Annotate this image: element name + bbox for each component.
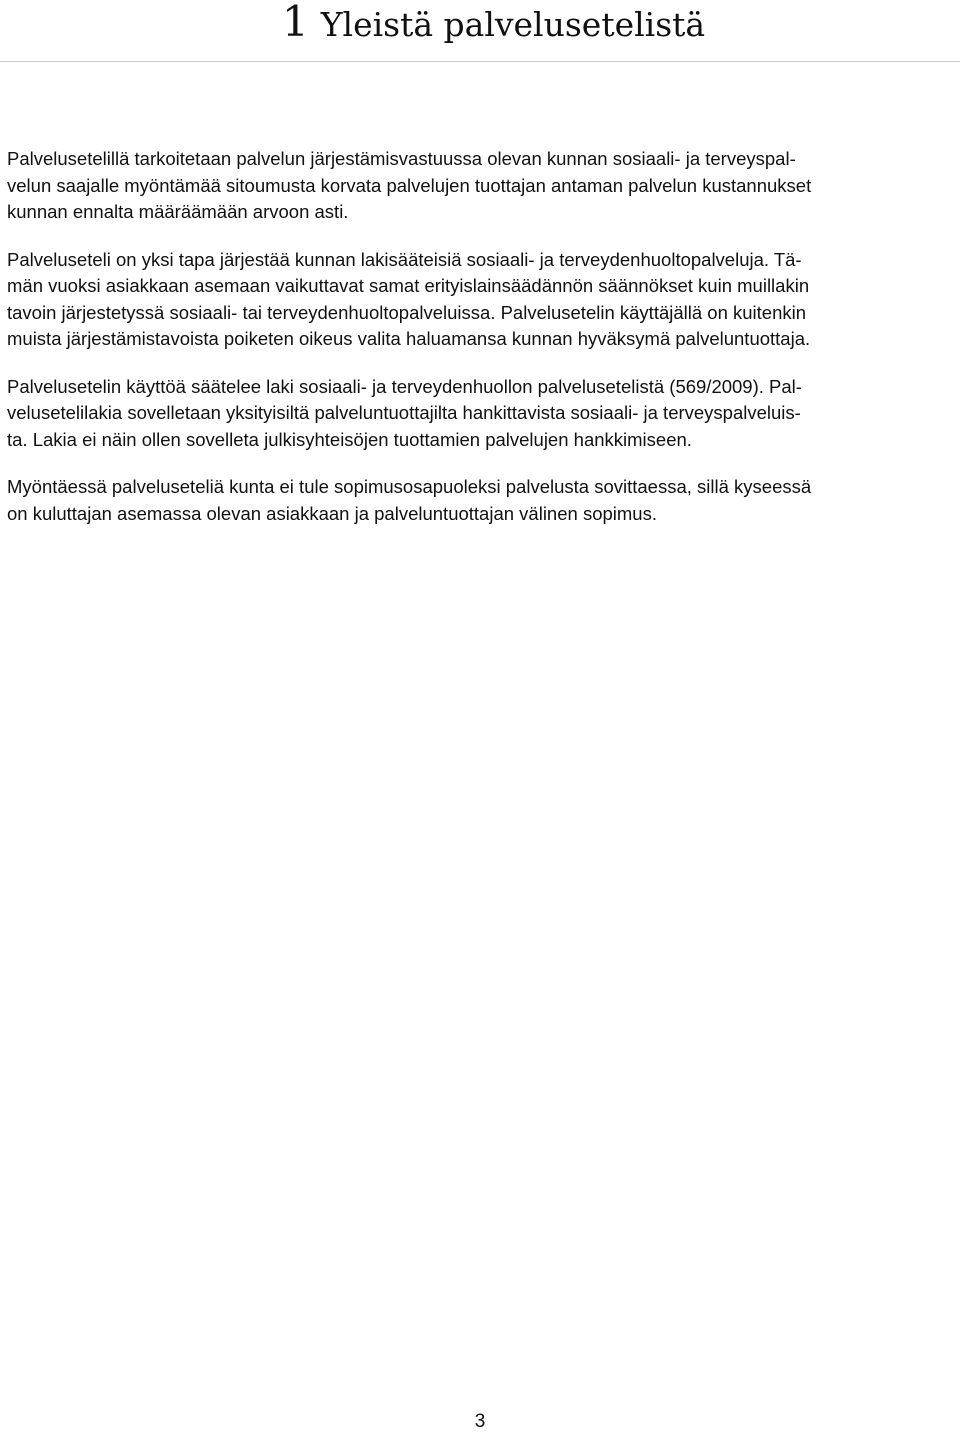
text-line: Myöntäessä palveluseteliä kunta ei tule sopimusosapuoleksi palvelusta sovittaessa, sillä kyseessä xyxy=(7,476,812,497)
text-line: kunnan ennalta määräämään arvoon asti. xyxy=(7,201,349,222)
text-line: velun saajalle myöntämää sitoumusta korvata palvelujen tuottajan antaman palvelun kustannukset xyxy=(7,174,812,196)
paragraph-legislation xyxy=(7,374,960,454)
chapter-title xyxy=(282,0,705,46)
text-line: ta. Lakia ei näin ollen sovelleta julkisyhteisöjen tuottamien palvelujen hankkimiseen. xyxy=(7,428,692,450)
chapter-heading xyxy=(0,0,960,62)
text-line: Palvelusetelillä tarkoitetaan palvelun järjestämisvastuussa olevan kunnan sosiaali- ja terveyspal- xyxy=(7,148,796,169)
body-text xyxy=(7,146,960,527)
chapter-number: 1 xyxy=(282,0,309,46)
text-line: Palvelusetelin käyttöä säätelee laki sosiaali- ja terveydenhuollon palvelusetelistä (569/2009). Pal- xyxy=(7,375,802,397)
text-line: velusetelilakia sovelletaan yksityisiltä palveluntuottajilta hankittavista sosiaali- ja terveyspalveluis- xyxy=(7,402,801,423)
page-number: 3 xyxy=(474,1411,486,1432)
text-line: on kuluttajan asemassa olevan asiakkaan ja palveluntuottajan välinen sopimus. xyxy=(7,502,657,524)
text-line: Palveluseteli on yksi tapa järjestää kunnan lakisääteisiä sosiaali- ja terveydenhuoltopalveluja. Tä- xyxy=(7,248,802,270)
chapter-title-text: Yleistä palvelusetelistä xyxy=(320,5,706,44)
paragraph-arrangement xyxy=(7,247,960,353)
paragraph-definition xyxy=(7,146,960,226)
paragraph-contract xyxy=(7,474,960,527)
text-line: män vuoksi asiakkaan asemaan vaikuttavat samat erityislainsäädännön säännökset kuin muillakin xyxy=(7,275,810,296)
text-line: muista järjestämistavoista poiketen oikeus valita haluamansa kunnan hyväksymä palveluntuottaja. xyxy=(7,328,811,349)
text-line: tavoin järjestetyssä sosiaali- tai terveydenhuoltopalveluissa. Palvelusetelin käyttäjällä on kuitenkin xyxy=(7,301,807,323)
